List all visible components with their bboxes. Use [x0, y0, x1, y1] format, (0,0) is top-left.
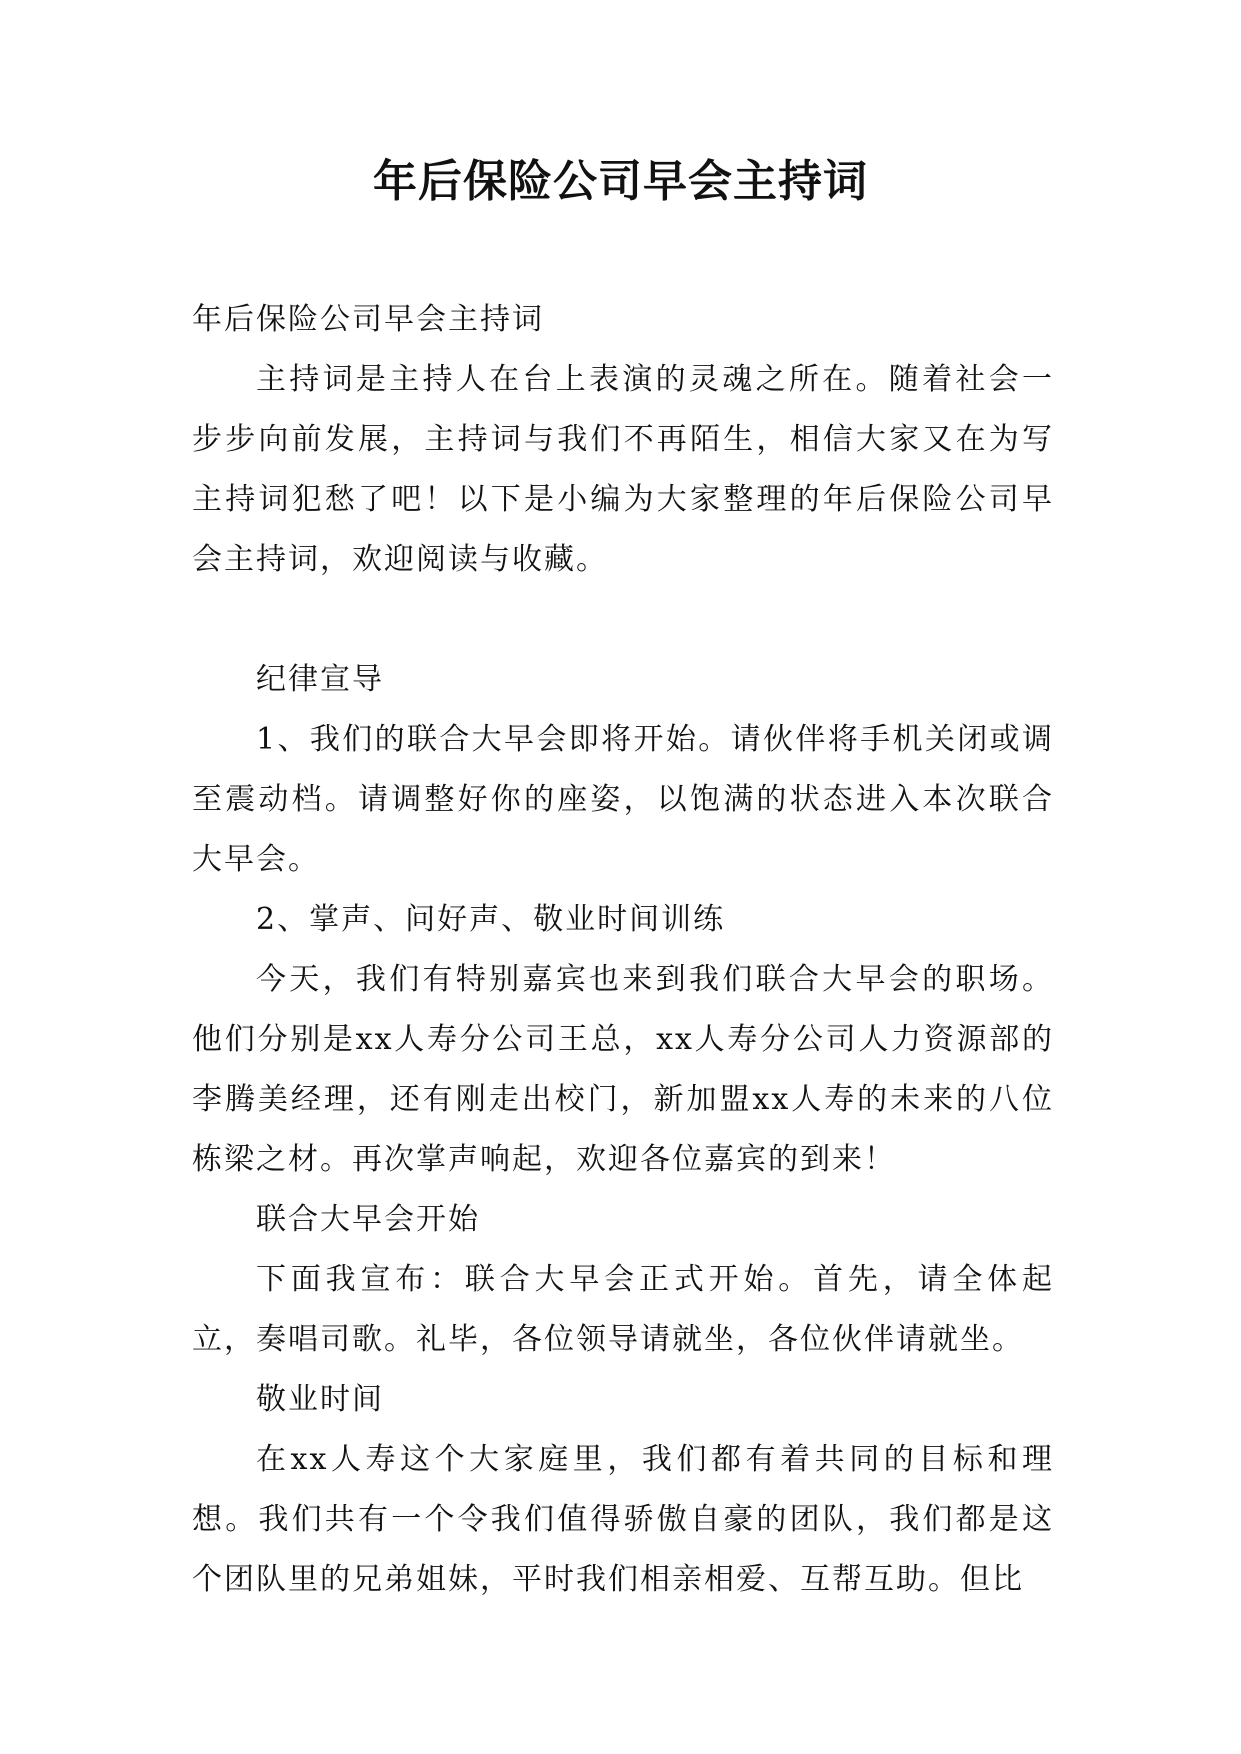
discipline-item-1: 1、我们的联合大早会即将开始。请伙伴将手机关闭或调至震动档。请调整好你的座姿，以饱满的状态进入本次联合大早会。	[192, 722, 1054, 877]
body-heading: 年后保险公司早会主持词	[192, 302, 544, 337]
section-heading-discipline: 纪律宣导	[256, 662, 384, 697]
section-heading-dedication: 敬业时间	[256, 1382, 384, 1417]
document-body	[192, 290, 1054, 1610]
document-title: 年后保险公司早会主持词	[373, 156, 868, 207]
section-heading-start: 联合大早会开始	[256, 1202, 480, 1237]
intro-paragraph: 主持词是主持人在台上表演的灵魂之所在。随着社会一步步向前发展，主持词与我们不再陌生，相信大家又在为写主持词犯愁了吧！以下是小编为大家整理的年后保险公司早会主持词，欢迎阅读与收藏。	[192, 362, 1054, 577]
guests-paragraph: 今天，我们有特别嘉宾也来到我们联合大早会的职场。他们分别是xx人寿分公司王总，xx人寿分公司人力资源部的李腾美经理，还有刚走出校门，新加盟xx人寿的未来的八位栋梁之材。再次掌声响起，欢迎各位嘉宾的到来！	[192, 962, 1054, 1177]
dedication-paragraph: 在xx人寿这个大家庭里，我们都有着共同的目标和理想。我们共有一个令我们值得骄傲自豪的团队，我们都是这个团队里的兄弟姐妹，平时我们相亲相爱、互帮互助。但比	[192, 1442, 1054, 1597]
discipline-item-2: 2、掌声、问好声、敬业时间训练	[256, 902, 726, 937]
start-paragraph: 下面我宣布：联合大早会正式开始。首先，请全体起立，奏唱司歌。礼毕，各位领导请就坐，各位伙伴请就坐。	[192, 1262, 1054, 1357]
